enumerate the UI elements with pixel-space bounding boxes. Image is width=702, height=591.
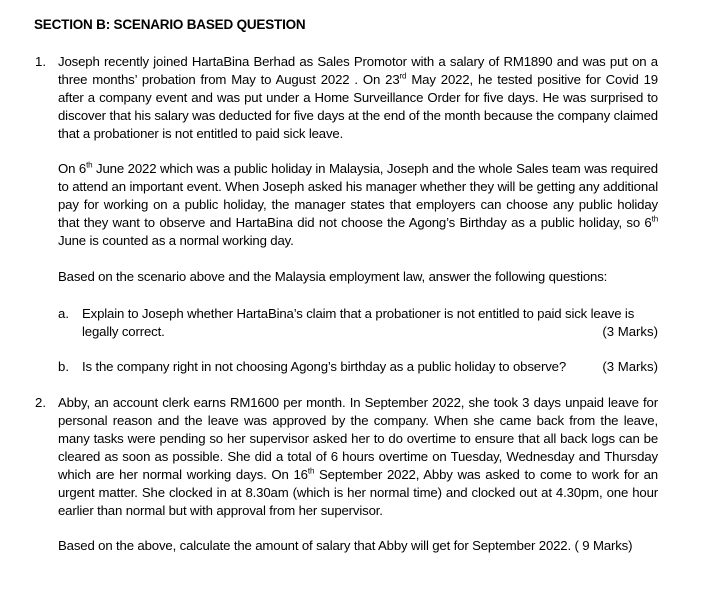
question-1b-text: Is the company right in not choosing Agong’s birthday as a public holiday to observe? [82, 359, 567, 374]
question-1a-letter: a. [58, 306, 69, 321]
question-1a-marks: (3 Marks) [602, 324, 658, 339]
ordinal-superscript: th [86, 160, 93, 170]
question-1-number: 1. [35, 54, 46, 69]
question-2-number: 2. [35, 395, 46, 410]
question-1a-line-2: legally correct. [82, 324, 165, 339]
ordinal-superscript: th [651, 214, 658, 224]
question-1b-letter: b. [58, 359, 69, 374]
question-1-paragraph-1: Joseph recently joined HartaBina Berhad as Sales Promotor with a salary of RM1890 and was put on a three months’ probation from May to August 2022 . On 23rd May 2022, he tested positive for Covid 19 after a company event and was put under a Home Surveillance Order for five days. He was surprised to discover that his salary was deducted for five days at the end of the month because the company claimed that a probationer is not entitled to paid sick leave. [58, 54, 658, 141]
question-1b-marks: (3 Marks) [602, 359, 658, 374]
ordinal-superscript: th [307, 466, 315, 476]
question-1-paragraph-2: On 6th June 2022 which was a public holiday in Malaysia, Joseph and the whole Sales team was required to attend an important event. When Joseph asked his manager whether they will be getting any additional pay for working on a public holiday, the manager states that employers can choose any public holiday that they want to observe and HartaBina did not choose the Agong’s Birthday as a public holiday, so 6th June is counted as a normal working day. [58, 160, 658, 248]
question-2-question: Based on the above, calculate the amount of salary that Abby will get for September 2022. ( 9 Marks) [58, 538, 633, 553]
question-1-instruction: Based on the scenario above and the Malaysia employment law, answer the following questions: [58, 269, 608, 284]
question-1a-line-1: Explain to Joseph whether HartaBina’s claim that a probationer is not entitled to paid sick leave is [82, 306, 635, 321]
ordinal-superscript: rd [399, 71, 407, 81]
section-title: SECTION B: SCENARIO BASED QUESTION [34, 17, 306, 32]
question-2-paragraph: Abby, an account clerk earns RM1600 per month. In September 2022, she took 3 days unpaid leave for personal reason and the leave was approved by the company. When she came back from the leave, many tasks were pending so her supervisor asked her to do overtime to ensure that all back logs can be cleared as soon as possible. She did a total of 6 hours overtime on Tuesday, Wednesday and Thursday which are her normal working days. On 16th September 2022, Abby was asked to come to work for an urgent matter. She clocked in at 8.30am (which is her normal time) and clocked out at 4.30pm, one hour earlier than normal but with approval from her supervisor. [58, 395, 658, 518]
